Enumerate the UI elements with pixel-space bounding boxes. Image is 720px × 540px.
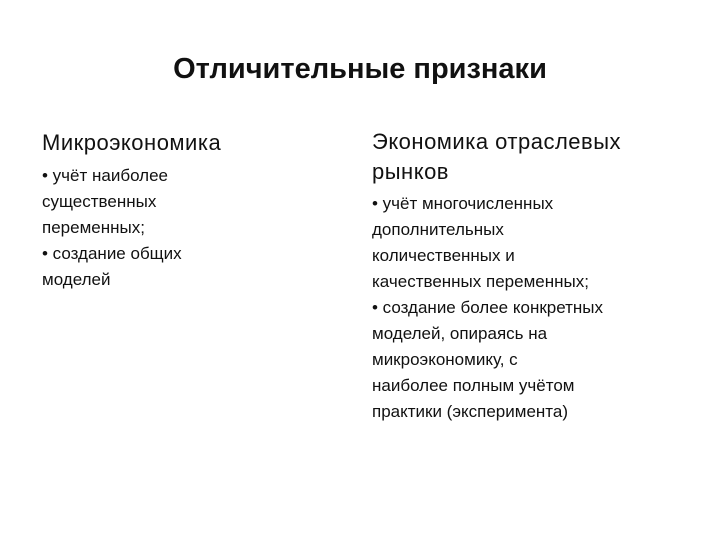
column-microeconomics xyxy=(42,125,332,293)
column-body-industrial-economics: • учёт многочисленных дополнительных количественных и качественных переменных; • создание более конкретных моделей, опираясь на микроэкономику, с наиболее полным учётом практики (эксперимента) xyxy=(372,194,604,421)
column-heading-microeconomics: Микроэкономика xyxy=(42,130,222,155)
column-heading-industrial-economics: Экономика отраслевых рынков xyxy=(372,129,622,184)
column-industrial-economics xyxy=(372,125,692,425)
slide-title: Отличительные признаки xyxy=(173,53,547,85)
column-body-microeconomics: • учёт наиболее существенных переменных; • создание общих моделей xyxy=(42,166,182,289)
